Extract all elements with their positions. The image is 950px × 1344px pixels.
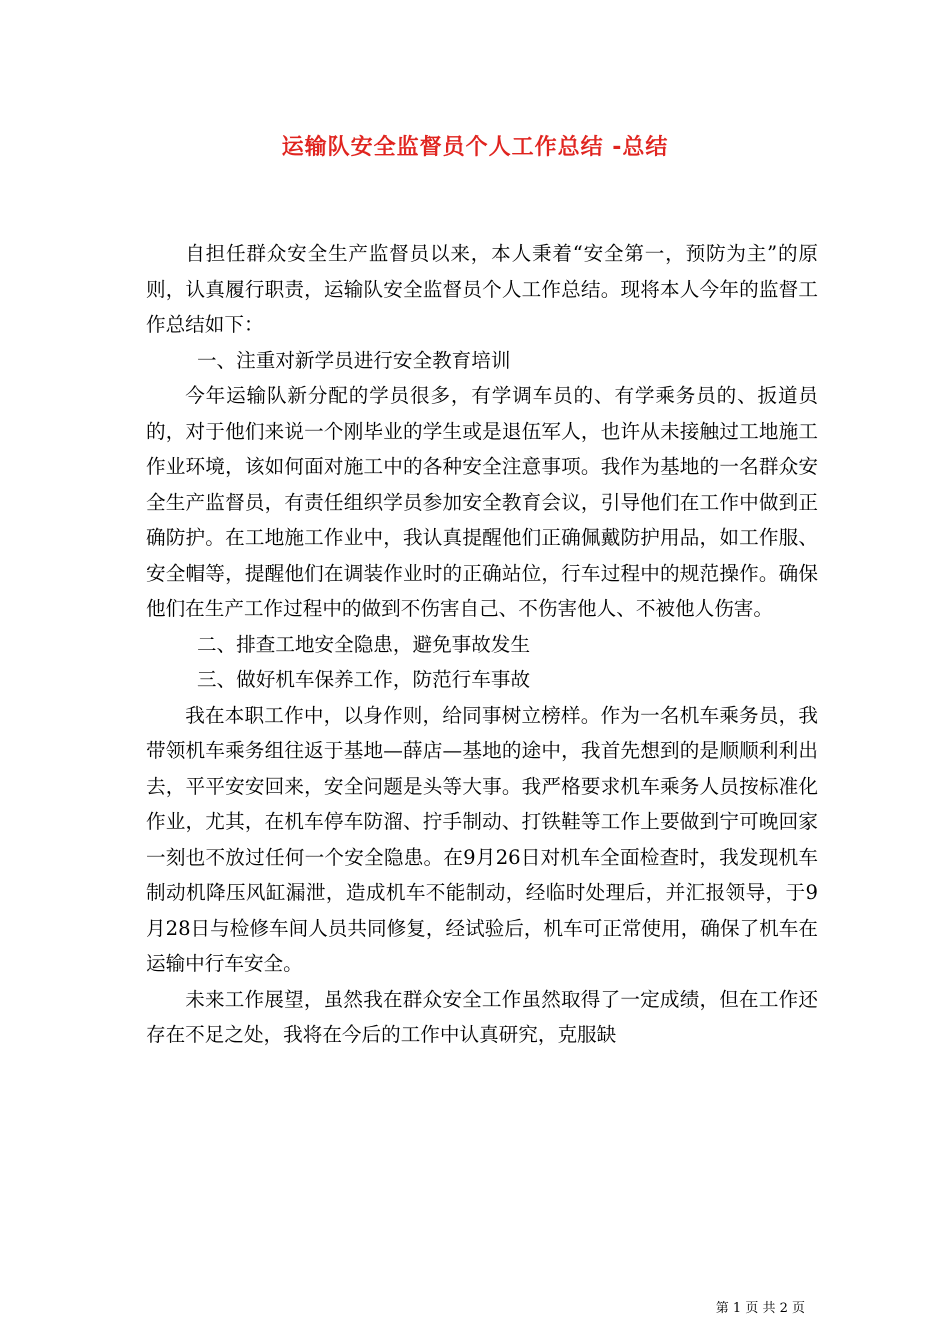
intro-paragraph: 自担任群众安全生产监督员以来，本人秉着“安全第一，预防为主”的原则，认真履行职责，运输队安全监督员个人工作总结。现将本人今年的监督工作总结如下：	[146, 242, 818, 336]
outlook-paragraph: 未来工作展望，虽然我在群众安全工作虽然取得了一定成绩，但在工作还存在不足之处，我将在今后的工作中认真研究，克服缺	[146, 987, 818, 1046]
document-body	[146, 236, 818, 1053]
section-heading-1: 一、注重对新学员进行安全教育培训	[196, 348, 511, 372]
page-number: 第 1 页 共 2 页	[715, 1301, 805, 1316]
section-heading-2: 二、排查工地安全隐患，避免事故发生	[196, 632, 531, 656]
document-title: 运输队安全监督员个人工作总结 -总结	[281, 135, 669, 160]
section-3-paragraph: 我在本职工作中，以身作则，给同事树立榜样。作为一名机车乘务员，我带领机车乘务组往返于基地—薛店—基地的途中，我首先想到的是顺顺利利出去，平平安安回来，安全问题是头等大事。我严格要求机车乘务人员按标准化作业，尤其，在机车停车防溜、拧手制动、打铁鞋等工作上要做到宁可晚回家一刻也不放过任何一个安全隐患。在9月26日对机车全面检查时，我发现机车制动机降压风缸漏泄，造成机车不能制动，经临时处理后，并汇报领导，于9月28日与检修车间人员共同修复，经试验后，机车可正常使用，确保了机车在运输中行车安全。	[146, 703, 818, 975]
section-1-paragraph: 今年运输队新分配的学员很多，有学调车员的、有学乘务员的、扳道员的，对于他们来说一个刚毕业的学生或是退伍军人，也许从未接触过工地施工作业环境，该如何面对施工中的各种安全注意事项。我作为基地的一名群众安全生产监督员，有责任组织学员参加安全教育会议，引导他们在工作中做到正确防护。在工地施工作业中，我认真提醒他们正确佩戴防护用品，如工作服、安全帽等，提醒他们在调装作业时的正确站位，行车过程中的规范操作。确保他们在生产工作过程中的做到不伤害自己、不伤害他人、不被他人伤害。	[146, 384, 818, 620]
section-heading-3: 三、做好机车保养工作，防范行车事故	[196, 668, 531, 691]
